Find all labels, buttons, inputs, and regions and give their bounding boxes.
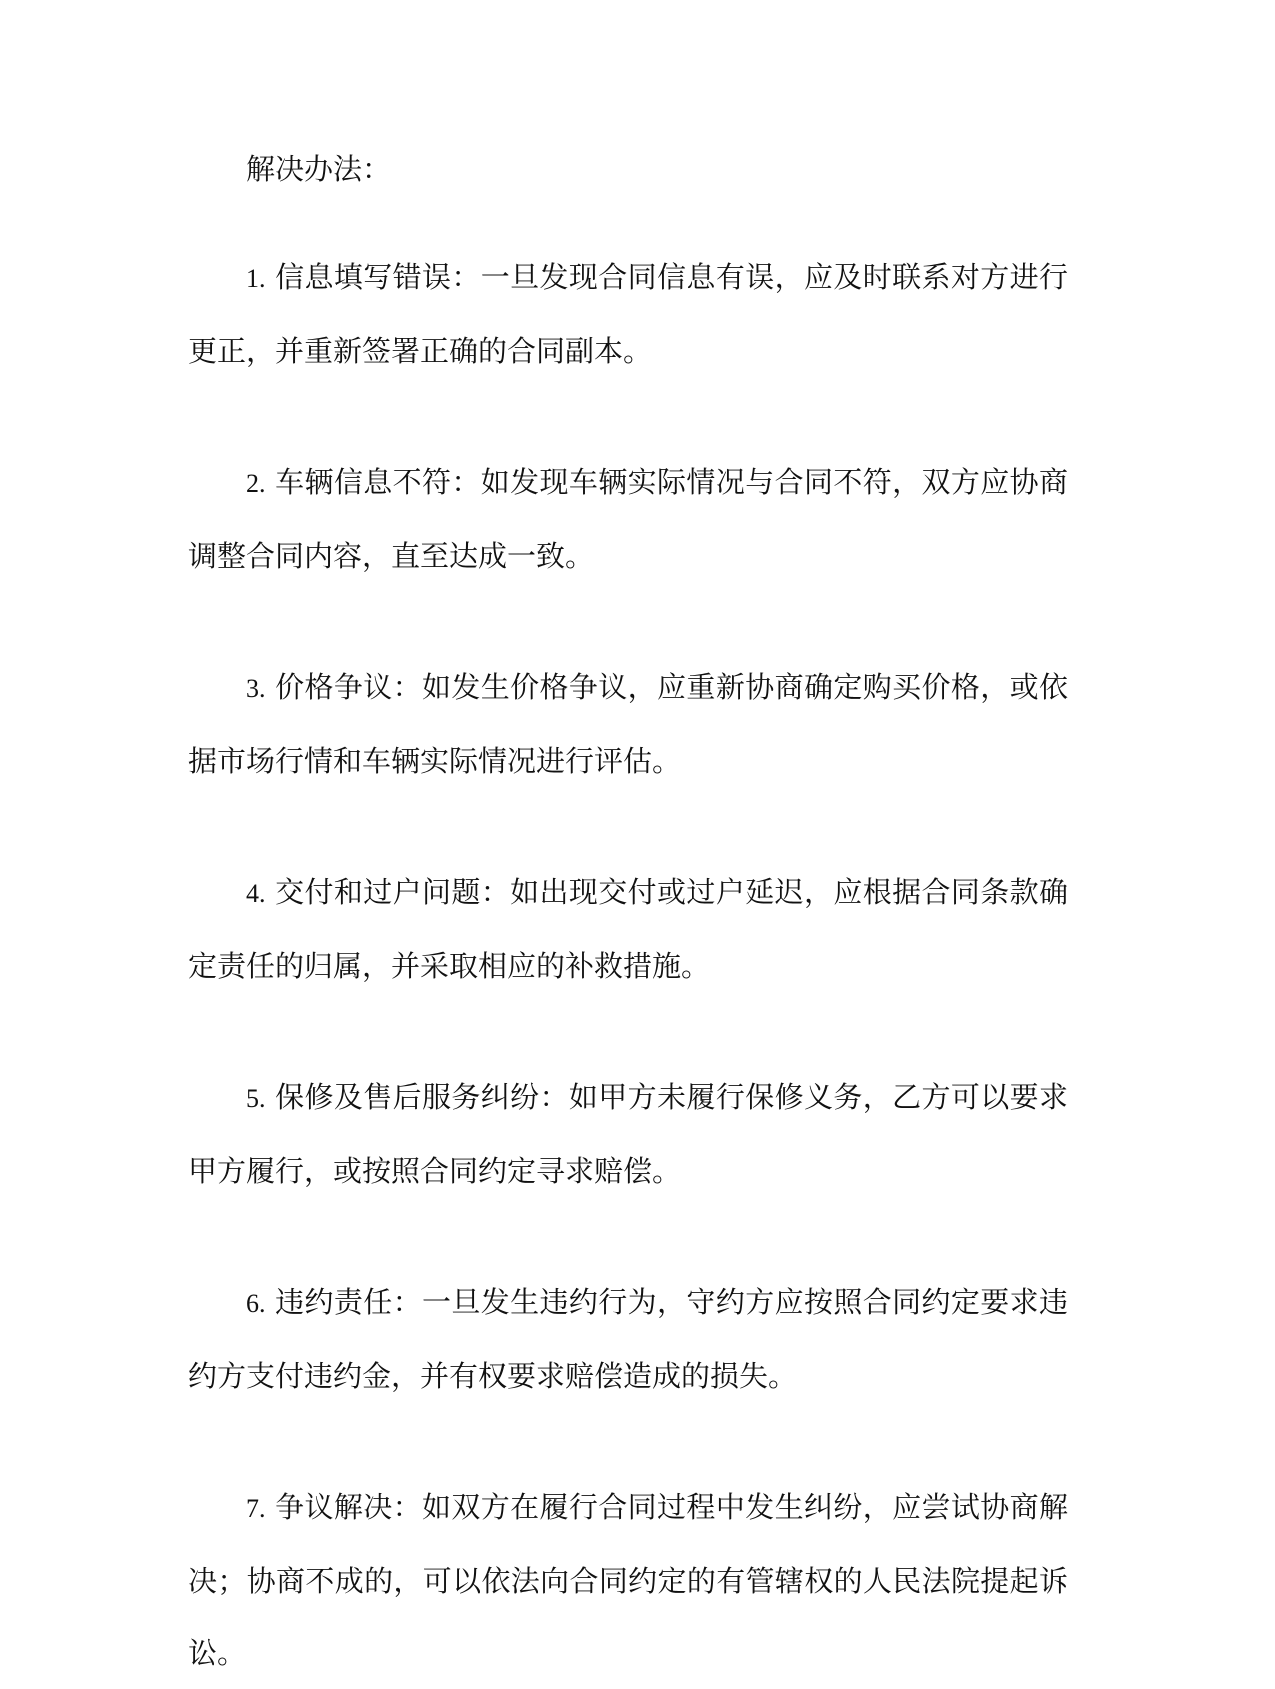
item-text: 违约责任：一旦发生违约行为，守约方应按照合同约定要求违约方支付违约金，并有权要求赔偿造成的损失。 (188, 1285, 1068, 1393)
list-item-7 (188, 1471, 1068, 1689)
item-number: 6. (246, 1289, 266, 1318)
list-item-2 (188, 446, 1068, 592)
item-number: 5. (246, 1084, 266, 1113)
list-item-4 (188, 856, 1068, 1002)
list-item-5 (188, 1061, 1068, 1207)
item-number: 1. (246, 264, 266, 293)
item-text: 保修及售后服务纠纷：如甲方未履行保修义务，乙方可以要求甲方履行，或按照合同约定寻求赔偿。 (188, 1080, 1068, 1188)
item-number: 2. (246, 469, 266, 498)
item-text: 交付和过户问题：如出现交付或过户延迟，应根据合同条款确定责任的归属，并采取相应的补救措施。 (188, 875, 1068, 983)
item-text: 争议解决：如双方在履行合同过程中发生纠纷，应尝试协商解决；协商不成的，可以依法向合同约定的有管辖权的人民法院提起诉讼。 (188, 1490, 1068, 1670)
item-number: 3. (246, 674, 266, 703)
item-text: 价格争议：如发生价格争议，应重新协商确定购买价格，或依据市场行情和车辆实际情况进行评估。 (188, 670, 1068, 778)
section-heading: 解决办法： (246, 152, 392, 186)
item-text: 信息填写错误：一旦发现合同信息有误，应及时联系对方进行更正，并重新签署正确的合同副本。 (188, 260, 1068, 368)
list-item-1 (188, 241, 1068, 387)
item-text: 车辆信息不符：如发现车辆实际情况与合同不符，双方应协商调整合同内容，直至达成一致。 (188, 465, 1068, 573)
list-item-3 (188, 651, 1068, 797)
item-number: 7. (246, 1494, 266, 1523)
list-item-6 (188, 1266, 1068, 1412)
document-body (188, 150, 1068, 1689)
item-number: 4. (246, 879, 266, 908)
